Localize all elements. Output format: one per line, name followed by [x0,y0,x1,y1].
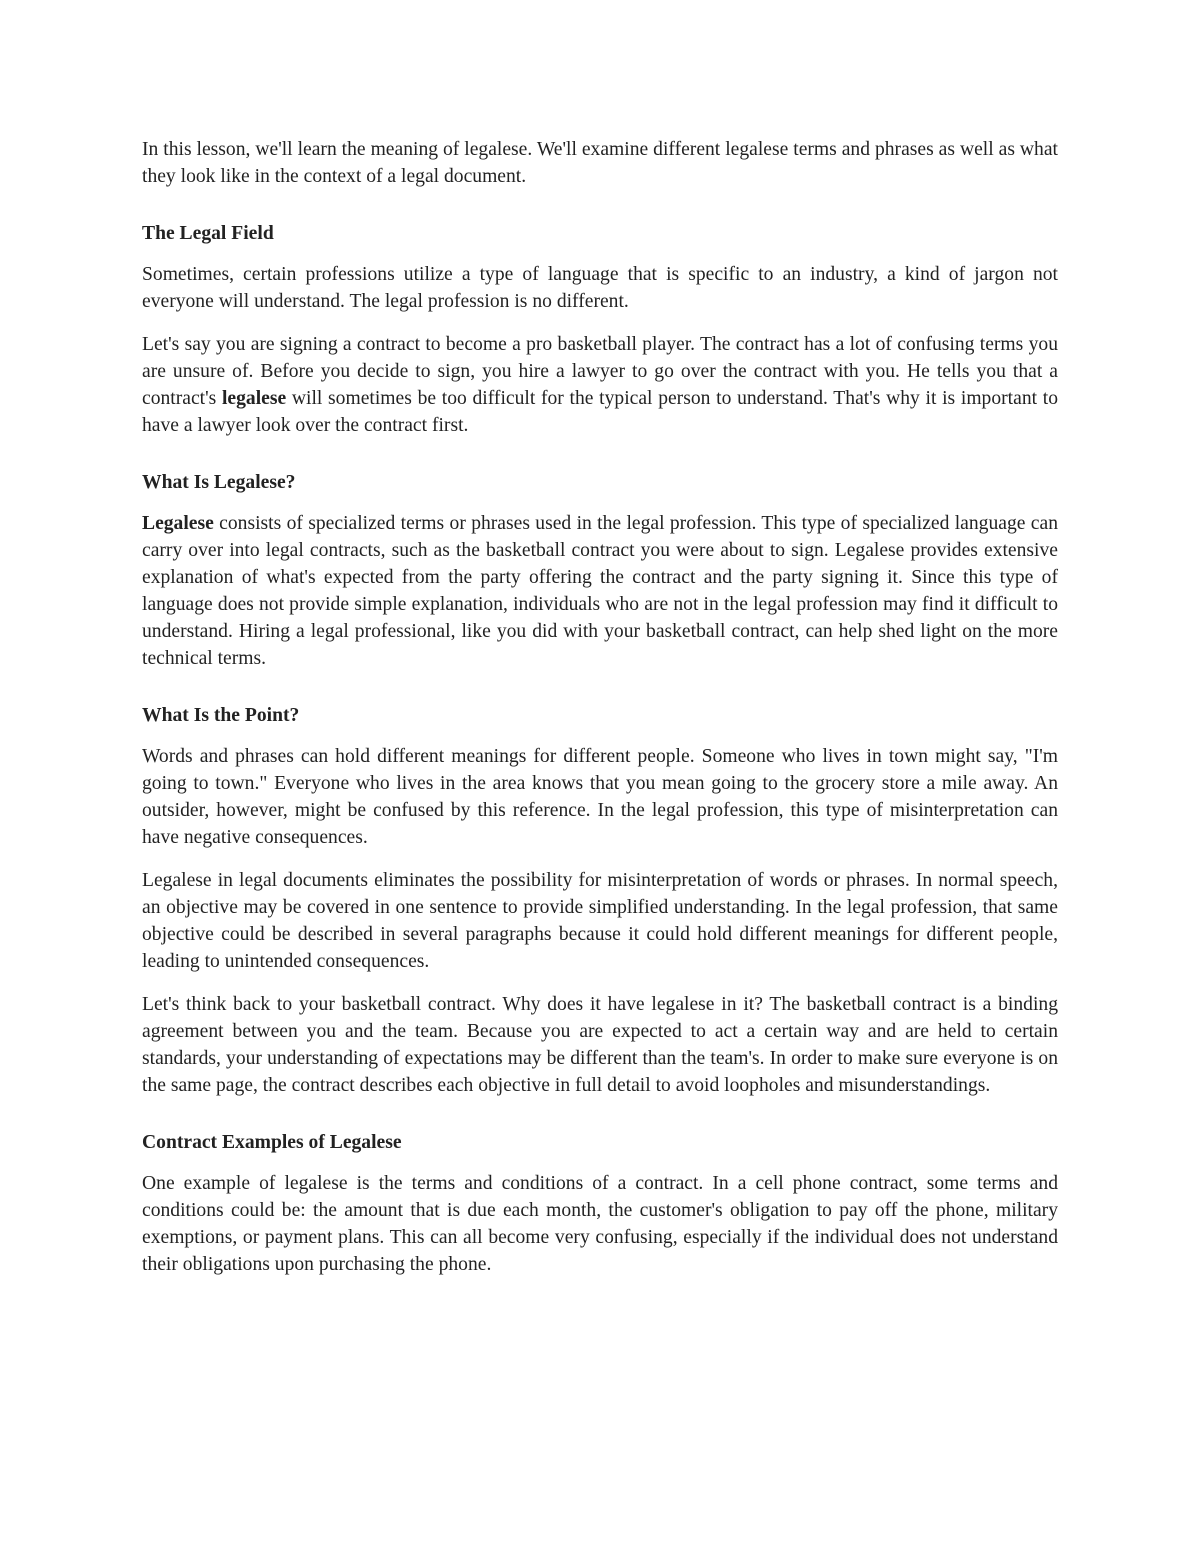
legal-field-text-a: Let's say you are signing a contract to become a pro basketball player. The contract has a lot of confusing terms you are unsure of. Before you decide to sign, you hire a lawyer to go over the contract with you. He tells you that a contract's [142,334,1058,409]
legal-field-paragraph-2 [142,331,1058,439]
heading-what-is-the-point: What Is the Point? [142,705,300,726]
point-paragraph-1: Words and phrases can hold different meanings for different people. Someone who lives in town might say, "I'm going to town." Everyone who lives in the area knows that you mean going to the grocery store a mile away. An outsider, however, might be confused by this reference. In the legal profession, this type of misinterpretation can have negative consequences. [142,746,1058,848]
legalese-term-bold: legalese [221,388,287,409]
heading-contract-examples: Contract Examples of Legalese [142,1132,402,1153]
point-paragraph-3: Let's think back to your basketball contract. Why does it have legalese in it? The basketball contract is a binding agreement between you and the team. Because you are expected to act a certain way and are held to certain standards, your understanding of expectations may be different than the team's. In order to make sure everyone is on the same page, the contract describes each objective in full detail to avoid loopholes and misunderstandings. [142,994,1058,1096]
legal-field-paragraph-1: Sometimes, certain professions utilize a type of language that is specific to an industry, a kind of jargon not everyone will understand. The legal profession is no different. [142,264,1058,312]
intro-paragraph: In this lesson, we'll learn the meaning of legalese. We'll examine different legalese terms and phrases as well as what they look like in the context of a legal document. [142,139,1058,187]
heading-what-is-legalese: What Is Legalese? [142,472,296,493]
legalese-definition-term: Legalese [142,513,214,534]
contract-examples-paragraph: One example of legalese is the terms and conditions of a contract. In a cell phone contract, some terms and conditions could be: the amount that is due each month, the customer's obligation to pay off the phone, military exemptions, or payment plans. This can all become very confusing, especially if the individual does not understand their obligations upon purchasing the phone. [142,1173,1058,1275]
legal-field-text-b: will sometimes be too difficult for the typical person to understand. That's why it is important to have a lawyer look over the contract first. [142,388,1059,436]
what-is-legalese-paragraph [142,510,1058,672]
document-page [142,136,1058,1294]
point-paragraph-2: Legalese in legal documents eliminates the possibility for misinterpretation of words or phrases. In normal speech, an objective may be covered in one sentence to provide simplified understanding. In the legal profession, that same objective could be described in several paragraphs because it could hold different meanings for different people, leading to unintended consequences. [142,870,1058,972]
legalese-definition-text: consists of specialized terms or phrases used in the legal profession. This type of specialized language can carry over into legal contracts, such as the basketball contract you were about to sign. Legalese provides extensive explanation of what's expected from the party offering the contract and the party signing it. Since this type of language does not provide simple explanation, individuals who are not in the legal profession may find it difficult to understand. Hiring a legal professional, like you did with your basketball contract, can help shed light on the more technical terms. [142,513,1058,669]
heading-legal-field: The Legal Field [142,223,274,244]
